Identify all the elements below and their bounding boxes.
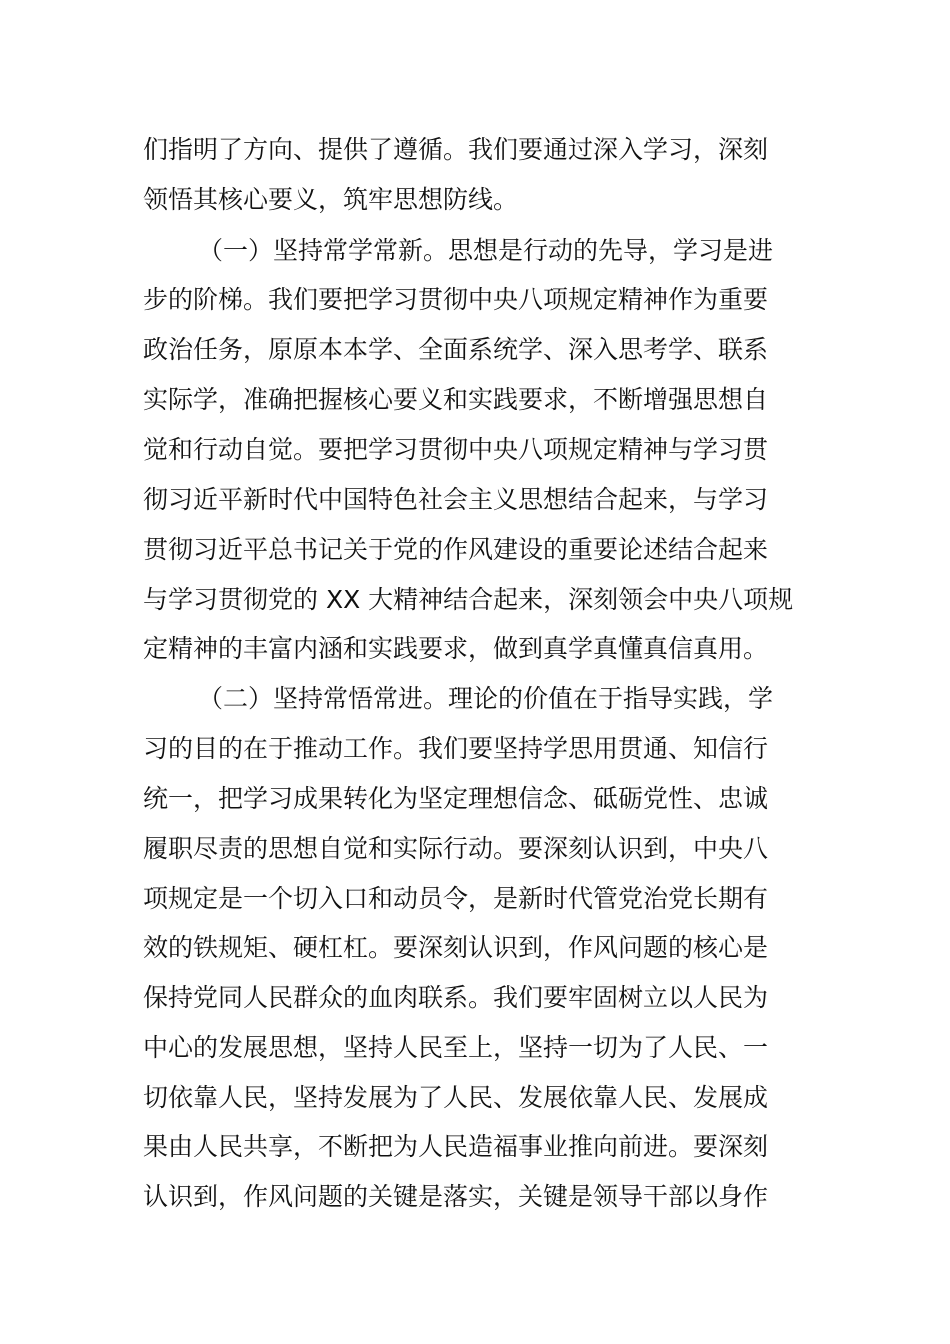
text-line: 履职尽责的思想自觉和实际行动。要深刻认识到，中央八 bbox=[143, 834, 769, 863]
text-line: 与学习贯彻党的 XX 大精神结合起来，深刻领会中央八项规 bbox=[143, 585, 794, 614]
text-line: 项规定是一个切入口和动员令，是新时代管党治党长期有 bbox=[143, 884, 769, 913]
text-line: 觉和行动自觉。要把学习贯彻中央八项规定精神与学习贯 bbox=[143, 435, 769, 464]
text-line: 果由人民共享，不断把为人民造福事业推向前进。要深刻 bbox=[143, 1132, 769, 1161]
text-line: 认识到，作风问题的关键是落实，关键是领导干部以身作 bbox=[143, 1182, 769, 1211]
text-line: 贯彻习近平总书记关于党的作风建设的重要论述结合起来 bbox=[143, 535, 769, 564]
text-line: 彻习近平新时代中国特色社会主义思想结合起来，与学习 bbox=[143, 485, 769, 514]
text-line: 习的目的在于推动工作。我们要坚持学思用贯通、知信行 bbox=[143, 734, 769, 763]
text-line: 定精神的丰富内涵和实践要求，做到真学真懂真信真用。 bbox=[143, 634, 769, 663]
text-line: 效的铁规矩、硬杠杠。要深刻认识到，作风问题的核心是 bbox=[143, 933, 769, 962]
text-line: 领悟其核心要义，筑牢思想防线。 bbox=[143, 185, 519, 214]
text-line: 保持党同人民群众的血肉联系。我们要牢固树立以人民为 bbox=[143, 983, 769, 1012]
text-line: 中心的发展思想，坚持人民至上，坚持一切为了人民、一 bbox=[143, 1033, 769, 1062]
paragraph-heading-line: （二）坚持常悟常进。理论的价值在于指导实践，学 bbox=[198, 684, 774, 713]
text-line: 步的阶梯。我们要把学习贯彻中央八项规定精神作为重要 bbox=[143, 285, 769, 314]
text-line: 政治任务，原原本本学、全面系统学、深入思考学、联系 bbox=[143, 335, 769, 364]
text-line: 统一，把学习成果转化为坚定理想信念、砥砺党性、忠诚 bbox=[143, 784, 769, 813]
text-line: 切依靠人民，坚持发展为了人民、发展依靠人民、发展成 bbox=[143, 1083, 769, 1112]
text-line: 们指明了方向、提供了遵循。我们要通过深入学习，深刻 bbox=[143, 135, 769, 164]
paragraph-heading-line: （一）坚持常学常新。思想是行动的先导，学习是进 bbox=[198, 236, 774, 265]
text-line: 实际学，准确把握核心要义和实践要求，不断增强思想自 bbox=[143, 385, 769, 414]
